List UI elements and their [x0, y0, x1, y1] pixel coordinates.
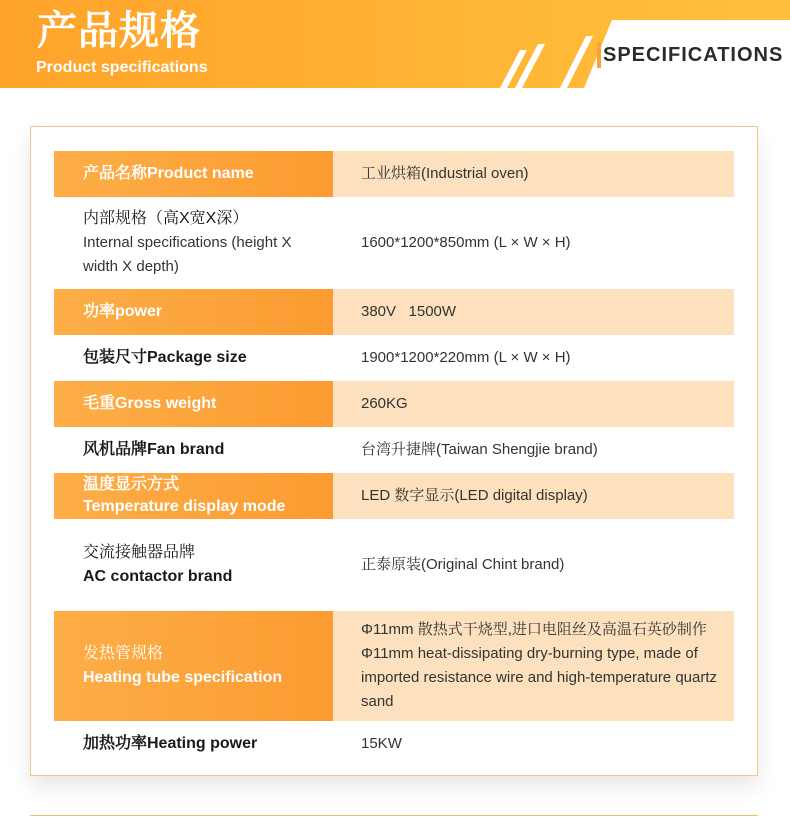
spec-label-en: Temperature display mode	[83, 498, 286, 515]
spec-value-cell	[333, 289, 734, 335]
spec-label-cell	[54, 151, 333, 197]
spec-row-gross-weight	[54, 381, 734, 427]
spec-value-cell	[333, 381, 734, 427]
spec-label-cell	[54, 611, 333, 721]
spec-label: 产品名称Product name	[83, 165, 254, 182]
page-subtitle: Product specifications	[36, 59, 208, 76]
spec-value-cell	[333, 611, 734, 721]
spec-value: 15KW	[361, 735, 402, 752]
spec-row-fan-brand	[54, 427, 734, 473]
spec-value-cell	[333, 721, 734, 767]
spec-value: 正泰原装(Original Chint brand)	[361, 556, 565, 573]
spec-label-cell	[54, 197, 333, 289]
spec-label-cell	[54, 721, 333, 767]
spec-label: 风机品牌Fan brand	[83, 441, 225, 458]
header-banner	[0, 0, 790, 88]
spec-label-cn: 温度显示方式	[83, 476, 180, 493]
spec-value-cell	[333, 427, 734, 473]
spec-value-cell	[333, 197, 734, 289]
spec-label-cell	[54, 427, 333, 473]
spec-label-cn: 发热管规格	[83, 645, 164, 662]
spec-value: 1900*1200*220mm (L × W × H)	[361, 349, 571, 366]
spec-value: 工业烘箱(Industrial oven)	[361, 165, 529, 182]
spec-row-temperature-display	[54, 473, 734, 519]
spec-label-cn: 内部规格（高X宽X深）	[83, 210, 249, 227]
spec-card	[30, 126, 758, 776]
spec-table	[54, 151, 734, 767]
divider-line	[30, 815, 758, 816]
spec-value: 380V 1500W	[361, 303, 457, 320]
spec-label-cell	[54, 519, 333, 611]
spec-label-cn: 交流接触器品牌	[83, 544, 196, 561]
spec-value: 260KG	[361, 395, 408, 412]
spec-label-cell	[54, 335, 333, 381]
spec-value-en: Φ11mm heat-dissipating dry-burning type, made of imported resistance wire and high-temperature quartz sand	[361, 645, 722, 710]
spec-row-heating-tube	[54, 611, 734, 721]
spec-label: 毛重Gross weight	[83, 395, 217, 412]
spec-row-power	[54, 289, 734, 335]
spec-value-cn: Φ11mm 散热式干烧型,进口电阻丝及高温石英砂制作	[361, 621, 707, 638]
specifications-badge: SPECIFICATIONS	[603, 44, 784, 66]
spec-label-cell	[54, 381, 333, 427]
spec-row-internal-specifications	[54, 197, 734, 289]
badge-accent-bar	[597, 42, 601, 68]
spec-row-product-name	[54, 151, 734, 197]
page-title: 产品规格	[37, 9, 201, 53]
spec-value: LED 数字显示(LED digital display)	[361, 487, 588, 504]
spec-value: 1600*1200*850mm (L × W × H)	[361, 234, 571, 251]
spec-label-en: AC contactor brand	[83, 568, 233, 585]
spec-value-cell	[333, 519, 734, 611]
spec-row-heating-power	[54, 721, 734, 767]
spec-label: 包装尺寸Package size	[83, 349, 247, 366]
spec-label-cell	[54, 289, 333, 335]
spec-label-cell	[54, 473, 333, 519]
spec-label: 功率power	[83, 303, 163, 320]
spec-value: 台湾升捷牌(Taiwan Shengjie brand)	[361, 441, 598, 458]
spec-value-cell	[333, 335, 734, 381]
spec-label-en: Heating tube specification	[83, 669, 283, 686]
spec-value-cell	[333, 151, 734, 197]
spec-label-en: Internal specifications (height X width X depth)	[83, 234, 292, 275]
spec-row-package-size	[54, 335, 734, 381]
spec-label: 加热功率Heating power	[83, 735, 258, 752]
spec-row-ac-contactor-brand	[54, 519, 734, 611]
spec-value-cell	[333, 473, 734, 519]
